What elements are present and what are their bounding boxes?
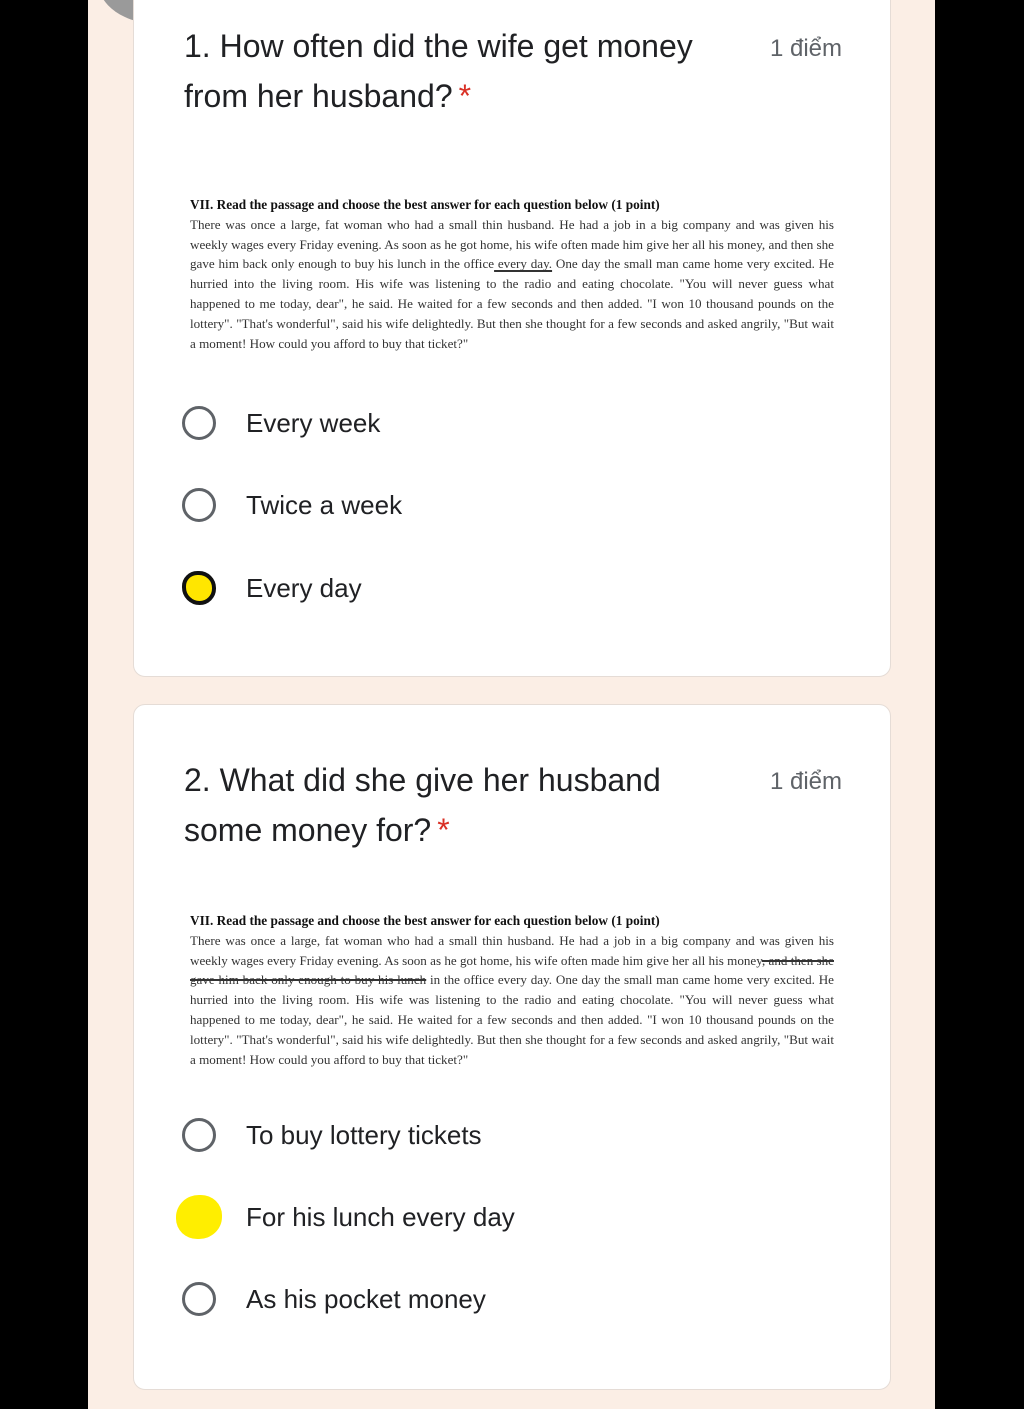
option-lunch-every-day[interactable] [182,1193,515,1241]
required-asterisk: * [437,812,450,848]
struck-phrase: , and then she gave him back only enough to buy his lunch [190,952,834,988]
option-label: Twice a week [246,489,403,520]
option-label: For his lunch every day [246,1201,515,1232]
radio-button[interactable] [182,406,216,440]
passage-heading: VII. Read the passage and choose the best answer for each question below (1 point) [190,913,660,928]
question-card-2 [133,704,891,1390]
passage-image [190,195,834,353]
option-twice-a-week[interactable] [182,481,402,529]
question-card-1 [133,0,891,677]
option-every-week[interactable] [182,399,380,447]
radio-button-highlighted[interactable] [182,571,216,605]
radio-button-highlighted[interactable] [176,1195,222,1239]
passage-heading: VII. Read the passage and choose the best answer for each question below (1 point) [190,197,660,212]
option-label: Every day [246,572,362,603]
option-pocket-money[interactable] [182,1275,486,1323]
option-label: Every week [246,407,381,438]
passage-text: There was once a large, fat woman who had a small thin husband. He had a job in a big company and was given his weekly wages every Friday evening. As soon as he got home, his wife often made him give her all his money, and then she gave him back only enough to buy his lunch in the office every day. One day the small man came home very excited. He hurried into the living room. His wife was listening to the radio and eating chocolate. "You will never guess what happened to me today, dear", he said. He waited for a few seconds and then added. "I won 10 thousand pounds on the lottery". "That's wonderful", said his wife delightedly. But then she thought for a few seconds and asked angrily, "But wait a moment! How could you afford to buy that ticket?" [190,932,834,1067]
points-label: 1 điểm [769,35,842,62]
option-every-day[interactable] [182,564,362,612]
passage-image [190,911,834,1069]
passage-text: There was once a large, fat woman who had a small thin husband. He had a job in a big company and was given his weekly wages every Friday evening. As soon as he got home, his wife often made him give her all his money, and then she gave him back only enough to buy his lunch in the office every day. One day the small man came home very excited. He hurried into the living room. His wife was listening to the radio and eating chocolate. "You will never guess what happened to me today, dear", he said. He waited for a few seconds and then added. "I won 10 thousand pounds on the lottery". "That's wonderful", said his wife delightedly. But then she thought for a few seconds and asked angrily, "But wait a moment! How could you afford to buy that ticket?" [190,216,834,351]
option-buy-lottery-tickets[interactable] [182,1111,482,1159]
option-label: As his pocket money [246,1283,486,1314]
form-screen [88,0,935,1409]
underlined-phrase: every day. [494,256,553,272]
question-title: 2. What did she give her husband some money for? * [184,762,661,848]
radio-button[interactable] [182,1118,216,1152]
required-asterisk: * [458,78,472,114]
points-label: 1 điểm [769,768,842,795]
option-label: To buy lottery tickets [246,1119,482,1150]
radio-button[interactable] [182,488,216,522]
question-title: 1. How often did the wife get money from her husband? * [184,28,693,114]
radio-button[interactable] [182,1282,216,1316]
